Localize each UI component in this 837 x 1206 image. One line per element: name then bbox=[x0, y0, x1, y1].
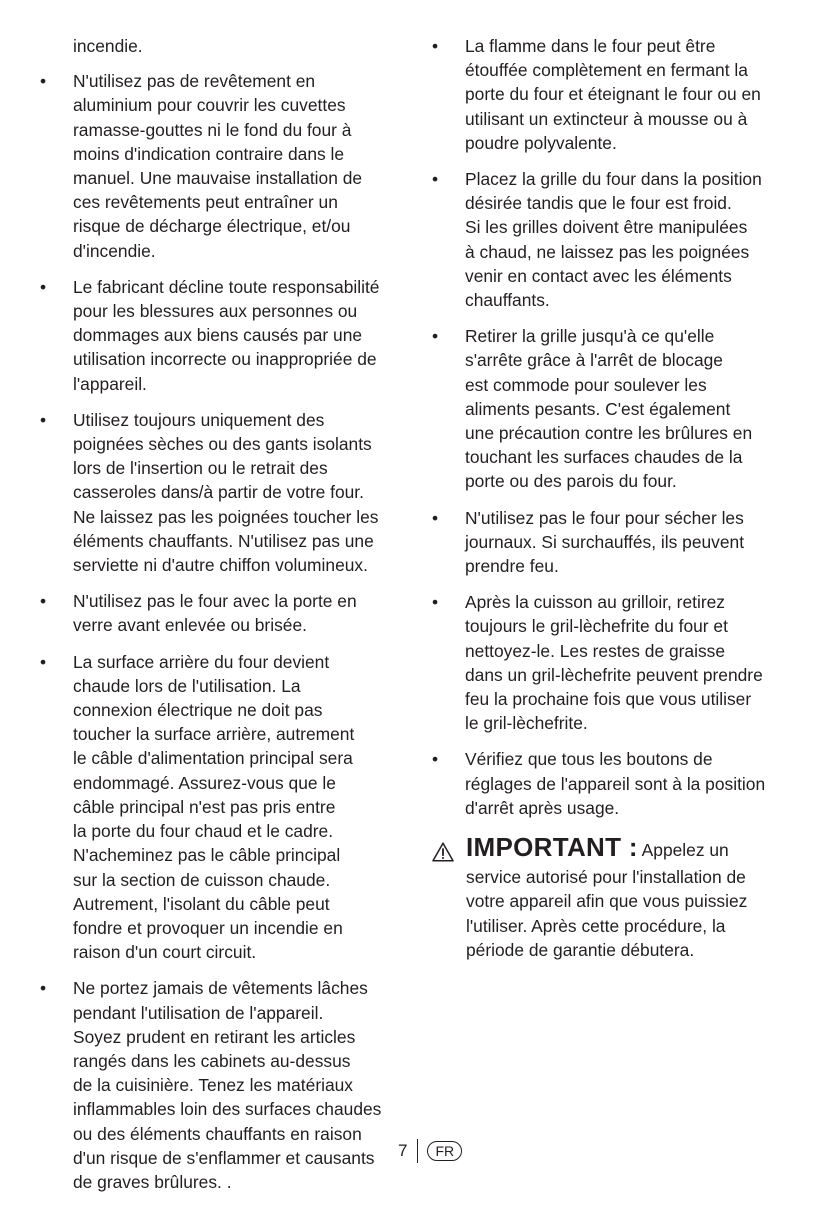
list-item bbox=[40, 408, 420, 577]
bullet: • bbox=[432, 36, 439, 56]
list-item-text: Vérifiez que tous les boutons de réglages de l'appareil sont à la position d'arrêt après usage. bbox=[465, 749, 766, 818]
important-first-words: Appelez un bbox=[637, 840, 729, 861]
list-item-text: Utilisez toujours uniquement des poignées sèches ou des gants isolants lors de l'insertion ou le retrait des casseroles dans/à partir de votre four. Ne laissez pas les poignées toucher les éléments chauffants. N'utilisez pas une serviette ni d'autre chiffon volumineux. bbox=[73, 409, 379, 576]
list-item bbox=[40, 69, 420, 263]
important-heading-line bbox=[466, 832, 804, 865]
list-item-text: Ne portez jamais de vêtements lâches pendant l'utilisation de l'appareil. Soyez prudent en retirant les articles rangés dans les cabinets au-dessus de la cuisinière. Tenez les matériaux inflammables loin des surfaces chaudes ou des éléments chauffants en raison d'un risque de s'enflammer et causants de graves brûlures. . bbox=[73, 978, 382, 1192]
list-item-text: Retirer la grille jusqu'à ce qu'elle s'arrête grâce à l'arrêt de blocage est commode pour soulever les aliments pesants. C'est également une précaution contre les brûlures en touchant les surfaces chaudes de la porte ou des parois du four. bbox=[465, 326, 753, 492]
list-item bbox=[40, 976, 420, 1194]
list-item bbox=[432, 324, 804, 493]
list-item-text: Après la cuisson au grilloir, retirez toujours le gril-lèchefrite du four et nettoyez-le. Les restes de graisse dans un gril-lèchefrite peuvent prendre feu la prochaine fois que vous utiliser le gril-lèchefrite. bbox=[465, 592, 763, 734]
right-column bbox=[432, 34, 804, 962]
bullet: • bbox=[40, 276, 47, 297]
bullet: • bbox=[40, 409, 47, 430]
bullet: • bbox=[432, 507, 439, 528]
list-item bbox=[40, 650, 420, 965]
list-item bbox=[432, 34, 804, 155]
list-item bbox=[432, 747, 804, 820]
list-item bbox=[432, 506, 804, 579]
list-item bbox=[432, 590, 804, 735]
continued-text: incendie. bbox=[73, 36, 143, 56]
bullet: • bbox=[40, 591, 47, 612]
bullet: • bbox=[432, 169, 439, 190]
important-body: service autorisé pour l'installation de votre appareil afin que vous puissiez l'utiliser. Après cette procédure, la période de garantie débutera. bbox=[466, 867, 748, 960]
list-item-text: N'utilisez pas le four pour sécher les journaux. Si surchauffés, ils peuvent prendre feu. bbox=[465, 507, 745, 577]
bullet: • bbox=[432, 749, 439, 770]
list-item-text: Le fabricant décline toute responsabilité pour les blessures aux personnes ou dommages aux biens causés par une utilisation incorrecte ou inappropriée de l'appareil. bbox=[73, 276, 380, 394]
left-column bbox=[40, 34, 420, 1206]
list-item bbox=[432, 167, 804, 312]
bullet: • bbox=[432, 592, 439, 613]
page-number: 7 bbox=[398, 1141, 408, 1160]
list-item-text: N'utilisez pas le four avec la porte en verre avant enlevée ou brisée. bbox=[73, 591, 357, 636]
list-item-text: N'utilisez pas de revêtement en aluminium pour couvrir les cuvettes ramasse-gouttes ni le fond du four à moins d'indication contraire dans le manuel. Une mauvaise installation de ces revêtements peut entraîner un risque de décharge électrique, et/ou d'incendie. bbox=[73, 71, 363, 261]
important-label: IMPORTANT : bbox=[466, 832, 638, 863]
list-item bbox=[40, 589, 420, 637]
page-footer bbox=[398, 1139, 462, 1163]
list-item-text: Placez la grille du four dans la position désirée tandis que le four est froid. Si les grilles doivent être manipulées à chaud, ne laissez pas les poignées venir en contact avec les éléments chauffants. bbox=[465, 169, 762, 311]
important-notice bbox=[432, 832, 804, 962]
warning-triangle-icon bbox=[432, 842, 454, 862]
bullet: • bbox=[432, 326, 439, 347]
list-item-text: La surface arrière du four devient chaude lors de l'utilisation. La connexion électrique ne doit pas toucher la surface arrière, autrement le câble d'alimentation principal sera endommagé. Assurez-vous que le câble principal n'est pas pris entre la porte du four chaud et le cadre. N'acheminez pas le câble principal sur la section de cuisson chaude. Autrement, l'isolant du câble peut fondre et provoquer un incendie en raison d'un court circuit. bbox=[73, 651, 355, 963]
bullet: • bbox=[40, 651, 47, 672]
bullet: • bbox=[40, 978, 47, 999]
bullet: • bbox=[40, 71, 47, 92]
footer-divider bbox=[417, 1139, 418, 1163]
list-item bbox=[40, 275, 420, 396]
list-item-text: La flamme dans le four peut être étouffée complètement en fermant la porte du four et éteignant le four ou en utilisant un extincteur à mousse ou à poudre polyvalente. bbox=[465, 36, 761, 153]
language-badge: FR bbox=[427, 1141, 462, 1161]
